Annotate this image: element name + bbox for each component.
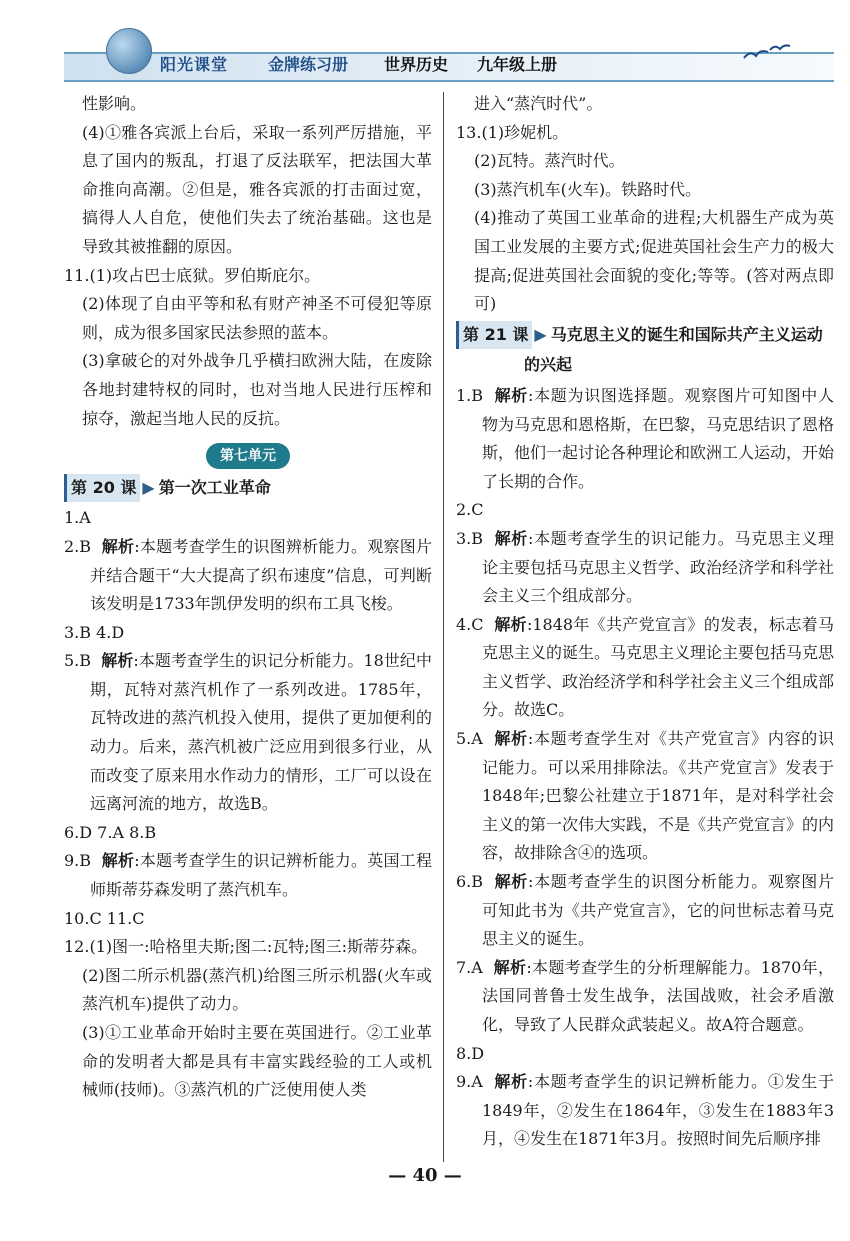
answer-text: 3.B 4.D — [64, 622, 125, 642]
answer-number: 1.B — [456, 385, 484, 405]
page-number: — 40 — — [388, 1165, 462, 1186]
globe-logo-icon — [106, 28, 152, 74]
answer-text: 1.A — [64, 508, 91, 528]
answer-item — [456, 868, 834, 954]
answer-text: 11.(1)攻占巴士底狱。罗伯斯庇尔。 — [64, 265, 321, 285]
analysis-label: 解析 — [494, 385, 529, 405]
answer-item — [456, 954, 834, 1040]
lesson-heading — [456, 321, 834, 350]
answer-text: 10.C 11.C — [64, 908, 145, 928]
analysis-label: 解析 — [494, 872, 529, 892]
analysis-text: :本题考查学生的识记辨析能力。英国工程师斯蒂芬森发明了蒸汽机车。 — [90, 851, 432, 900]
answer-text: 12.(1)图一:哈格里夫斯;图二:瓦特;图三:斯蒂芬森。 — [64, 937, 428, 957]
lesson-tag: 第 21 课 — [456, 321, 532, 350]
answer-item — [456, 725, 834, 868]
right-column — [456, 90, 834, 1154]
answer-item — [456, 382, 834, 496]
arrow-icon: ▶ — [534, 324, 547, 344]
unit-label: 第七单元 — [206, 443, 290, 469]
lesson-title: 马克思主义的诞生和国际共产主义运动 — [550, 324, 823, 344]
analysis-label: 解析 — [494, 729, 528, 749]
answer-text: 性影响。 — [82, 94, 147, 113]
answer-text: (2)体现了自由平等和私有财产神圣不可侵犯等原则，成为很多国家民法参照的蓝本。 — [82, 294, 432, 342]
answer-number: 2.B — [64, 536, 92, 556]
lesson-heading — [64, 474, 432, 503]
analysis-text: :本题考查学生的识图辨析能力。观察图片并结合题干“大大提高了织布速度”信息，可判断该发明是1733年凯伊发明的织布工具飞梭。 — [90, 536, 432, 614]
answer-text: 6.D 7.A 8.B — [64, 822, 157, 842]
answer-text: (2)瓦特。蒸汽时代。 — [474, 151, 625, 171]
subject-title: 世界历史 — [384, 55, 449, 74]
answer-text: 进入“蒸汽时代”。 — [474, 94, 603, 113]
analysis-label: 解析 — [101, 651, 134, 671]
answer-item — [64, 647, 432, 819]
answer-item — [456, 1068, 834, 1154]
column-divider — [443, 92, 444, 1162]
lesson-tag: 第 20 课 — [64, 474, 140, 503]
arrow-icon: ▶ — [142, 477, 155, 497]
answer-item — [456, 611, 834, 725]
answer-text: (3)①工业革命开始时主要在英国进行。②工业革命的发明者大都是具有丰富实践经验的工人或机械师(技师)。③蒸汽机的广泛使用使人类 — [82, 1023, 432, 1100]
left-column — [64, 90, 432, 1105]
grade-title: 九年级上册 — [477, 55, 558, 74]
analysis-text: :1848年《共产党宣言》的发表，标志着马克思主义的诞生。马克思主义理论主要包括马克思主义哲学、政治经济学和科学社会主义三个组成部分。故选C。 — [482, 614, 835, 720]
answer-item — [64, 533, 432, 619]
answer-text: 13.(1)珍妮机。 — [456, 122, 569, 142]
analysis-text: :本题考查学生对《共产党宣言》内容的识记能力。可以采用排除法。《共产党宣言》发表于1848年;巴黎公社建立于1871年，是对科学社会主义的第一次伟大实践，不是《共产党宣言》的内容，故排除含④的选项。 — [482, 729, 835, 863]
series-title: 金牌练习册 — [268, 55, 349, 74]
analysis-label: 解析 — [493, 957, 527, 977]
answer-number: 9.B — [64, 851, 92, 871]
answer-text: (4)推动了英国工业革命的进程;大机器生产成为英国工业发展的主要方式;促进英国社会生产力的极大提高;促进英国社会面貌的变化;等等。(答对两点即可) — [474, 208, 834, 314]
answer-number: 5.A — [456, 729, 483, 749]
answer-text: (2)图二所示机器(蒸汽机)给图三所示机器(火车或蒸汽机车)提供了动力。 — [82, 965, 432, 1014]
answer-item — [456, 525, 834, 611]
answer-number: 5.B — [64, 651, 92, 671]
page-header — [0, 0, 850, 92]
birds-icon — [740, 40, 800, 70]
analysis-text: :本题考查学生的识图分析能力。观察图片可知此书为《共产党宣言》，它的问世标志着马克思主义的诞生。 — [482, 872, 834, 949]
answer-number: 7.A — [456, 957, 483, 977]
answer-number: 9.A — [456, 1072, 483, 1092]
analysis-label: 解析 — [101, 536, 135, 556]
answer-text: 2.C — [456, 500, 484, 520]
answer-text: (3)蒸汽机车(火车)。铁路时代。 — [474, 179, 702, 199]
analysis-label: 解析 — [494, 614, 527, 634]
answer-number: 6.B — [456, 872, 484, 892]
analysis-text: :本题考查学生的识记辨析能力。①发生于1849年，②发生在1864年，③发生在1883年3月，④发生在1871年3月。按照时间先后顺序排 — [482, 1072, 834, 1149]
brand-title: 阳光课堂 — [160, 55, 229, 74]
analysis-text: :本题考查学生的分析理解能力。1870年，法国同普鲁士发生战争，法国战败，社会矛盾激化，导致了人民群众武装起义。故A符合题意。 — [482, 957, 834, 1034]
lesson-title: 第一次工业革命 — [158, 477, 271, 497]
answer-text: 8.D — [456, 1043, 485, 1063]
answer-text: (4)①雅各宾派上台后，采取一系列严厉措施，平息了国内的叛乱，打退了反法联军，把法国大革命推向高潮。②但是，雅各宾派的打击面过宽，搞得人人自危，使他们失去了统治基础。这也是导致其被推翻的原因。 — [82, 122, 432, 256]
analysis-text: :本题为识图选择题。观察图片可知图中人物为马克思和恩格斯，在巴黎，马克思结识了恩格斯，他们一起讨论各种理论和欧洲工人运动，开始了长期的合作。 — [482, 385, 835, 491]
unit-banner — [64, 441, 432, 470]
answer-number: 3.B — [456, 528, 484, 548]
analysis-text: :本题考查学生的识记能力。马克思主义理论主要包括马克思主义哲学、政治经济学和科学社会主义三个组成部分。 — [482, 528, 835, 606]
analysis-label: 解析 — [101, 851, 135, 871]
answer-text: (3)拿破仑的对外战争几乎横扫欧洲大陆，在废除各地封建特权的同时，也对当地人民进行压榨和掠夺，激起当地人民的反抗。 — [82, 351, 432, 428]
analysis-text: :本题考查学生的识记分析能力。18世纪中期，瓦特对蒸汽机作了一系列改进。1785年，瓦特改进的蒸汽机投入使用，提供了更加便利的动力。后来，蒸汽机被广泛应用到很多行业，从而改变了原来用水作动力的情形，工厂可以设在远离河流的地方，故选B。 — [90, 651, 432, 814]
answer-number: 4.C — [456, 614, 484, 634]
answer-item — [64, 847, 432, 904]
analysis-label: 解析 — [494, 528, 529, 548]
analysis-label: 解析 — [494, 1072, 528, 1092]
lesson-title-continued: 的兴起 — [524, 355, 573, 375]
